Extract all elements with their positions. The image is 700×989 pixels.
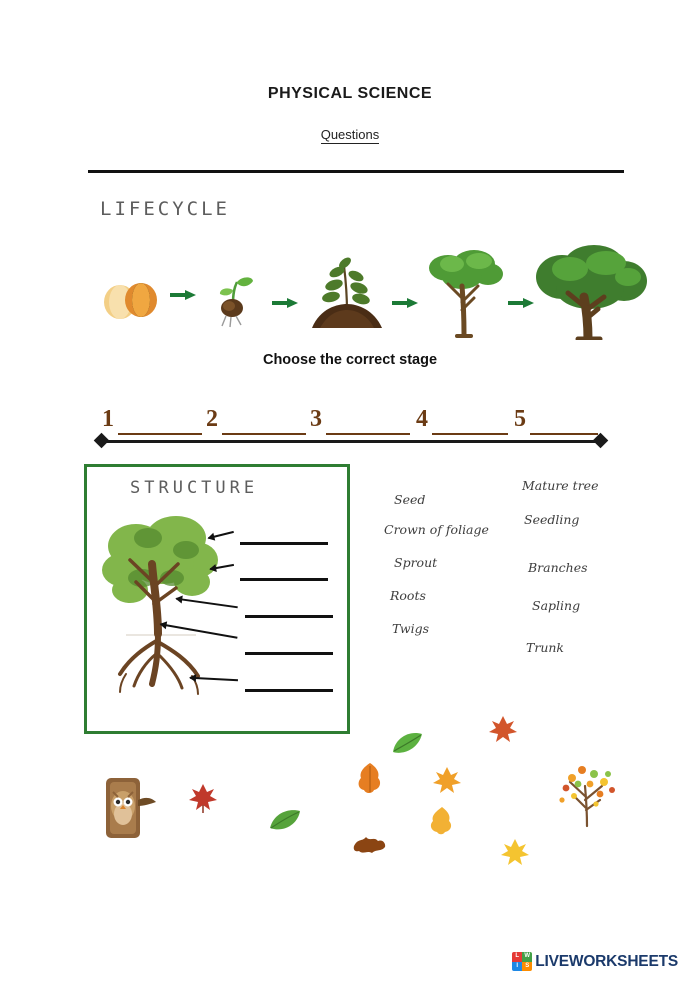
leaf-icon: [268, 808, 302, 834]
decoration-leaf-orange-1: [356, 762, 384, 801]
oak-leaf-icon: [428, 806, 456, 836]
decoration-leaf-green-2: [392, 730, 424, 761]
seed-icon: [100, 278, 162, 322]
decoration-autumn-tree: [552, 756, 622, 833]
maple-leaf-icon: [488, 714, 518, 746]
lifecycle-instruction: Choose the correct stage: [262, 352, 438, 368]
logo-letter-s: S: [522, 962, 532, 972]
decoration-leaf-red-maple: [188, 782, 218, 819]
lifecycle-arrow-2: [272, 298, 298, 308]
structure-heading: STRUCTURE: [130, 478, 259, 498]
numberline-axis: [102, 440, 600, 443]
numberline-number-5: 5: [514, 406, 526, 432]
oak-leaf-icon: [356, 762, 384, 796]
decoration-leaf-yellow-1: [428, 806, 456, 841]
numberline-answer-blank-4[interactable]: [432, 433, 508, 435]
structure-answer-line-1[interactable]: [240, 542, 328, 545]
logo-letter-w: W: [522, 952, 532, 962]
sapling-icon: [424, 246, 506, 338]
structure-answer-line-4[interactable]: [245, 652, 333, 655]
owl-in-stump-icon: [100, 772, 158, 842]
lifecycle-stage-sapling: [424, 246, 506, 338]
word-bank-item[interactable]: Trunk: [526, 640, 564, 655]
maple-leaf-icon: [500, 838, 530, 868]
word-bank-item[interactable]: Twigs: [392, 621, 430, 636]
sprout-in-soil-icon: [304, 252, 390, 332]
numberline-answer-blank-1[interactable]: [118, 433, 202, 435]
liveworksheets-brand-text: LIVEWORKSHEETS: [535, 952, 678, 970]
decoration-leaf-green-1: [268, 808, 302, 839]
decoration-leaf-red-2: [488, 714, 518, 751]
autumn-tree-icon: [552, 756, 622, 828]
numberline-number-3: 3: [310, 406, 322, 432]
header-divider: [88, 170, 624, 173]
liveworksheets-watermark: [512, 952, 678, 971]
word-bank: [370, 470, 670, 670]
numberline-endpoint-right: [593, 433, 609, 449]
word-bank-item[interactable]: Sapling: [532, 598, 581, 613]
lifecycle-arrow-3: [392, 298, 418, 308]
word-bank-item[interactable]: Mature tree: [522, 478, 599, 493]
decoration-leaf-brown-oak: [352, 832, 388, 863]
numberline-number-4: 4: [416, 406, 428, 432]
numberline-number-2: 2: [206, 406, 218, 432]
lifecycle-stage-sprout: [304, 252, 390, 332]
numberline-endpoint-left: [94, 433, 110, 449]
lifecycle-numberline: [96, 406, 606, 456]
lifecycle-stage-seed: [100, 278, 162, 322]
logo-letter-l: L: [512, 952, 522, 962]
lifecycle-arrow-1: [170, 290, 196, 300]
lifecycle-stage-germinating-seed: [204, 270, 262, 328]
decoration-leaf-orange-2: [432, 766, 462, 801]
page-subtitle-text: Questions: [320, 127, 380, 142]
decoration-owl-tree-stump: [100, 772, 158, 847]
structure-answer-line-3[interactable]: [245, 615, 333, 618]
structure-answer-line-5[interactable]: [245, 689, 333, 692]
lifecycle-heading: LIFECYCLE: [100, 198, 230, 220]
maple-leaf-icon: [432, 766, 462, 796]
numberline-number-1: 1: [102, 406, 114, 432]
maple-leaf-icon: [188, 782, 218, 814]
word-bank-item[interactable]: Branches: [528, 560, 588, 575]
lifecycle-arrow-4: [508, 298, 534, 308]
word-bank-item[interactable]: Sprout: [394, 555, 438, 570]
lifecycle-stage-row: [92, 245, 612, 340]
page-title: PHYSICAL SCIENCE: [267, 85, 433, 102]
word-bank-item[interactable]: Seed: [394, 492, 426, 507]
numberline-answer-blank-2[interactable]: [222, 433, 306, 435]
oak-leaf-icon: [352, 832, 388, 858]
mature-tree-icon: [532, 245, 648, 340]
liveworksheets-logo-icon: [512, 952, 532, 971]
logo-letter-i: I: [512, 962, 522, 972]
word-bank-item[interactable]: Roots: [390, 588, 426, 603]
lifecycle-stage-mature-tree: [532, 245, 648, 340]
leaf-icon: [392, 730, 424, 756]
page-subtitle: [0, 127, 700, 142]
word-bank-item[interactable]: Seedling: [524, 512, 580, 527]
word-bank-item[interactable]: Crown of foliage: [384, 522, 489, 537]
numberline-answer-blank-5[interactable]: [530, 433, 598, 435]
decoration-leaf-yellow-2: [500, 838, 530, 873]
structure-answer-line-2[interactable]: [240, 578, 328, 581]
germinating-seed-icon: [204, 270, 262, 328]
numberline-answer-blank-3[interactable]: [326, 433, 410, 435]
